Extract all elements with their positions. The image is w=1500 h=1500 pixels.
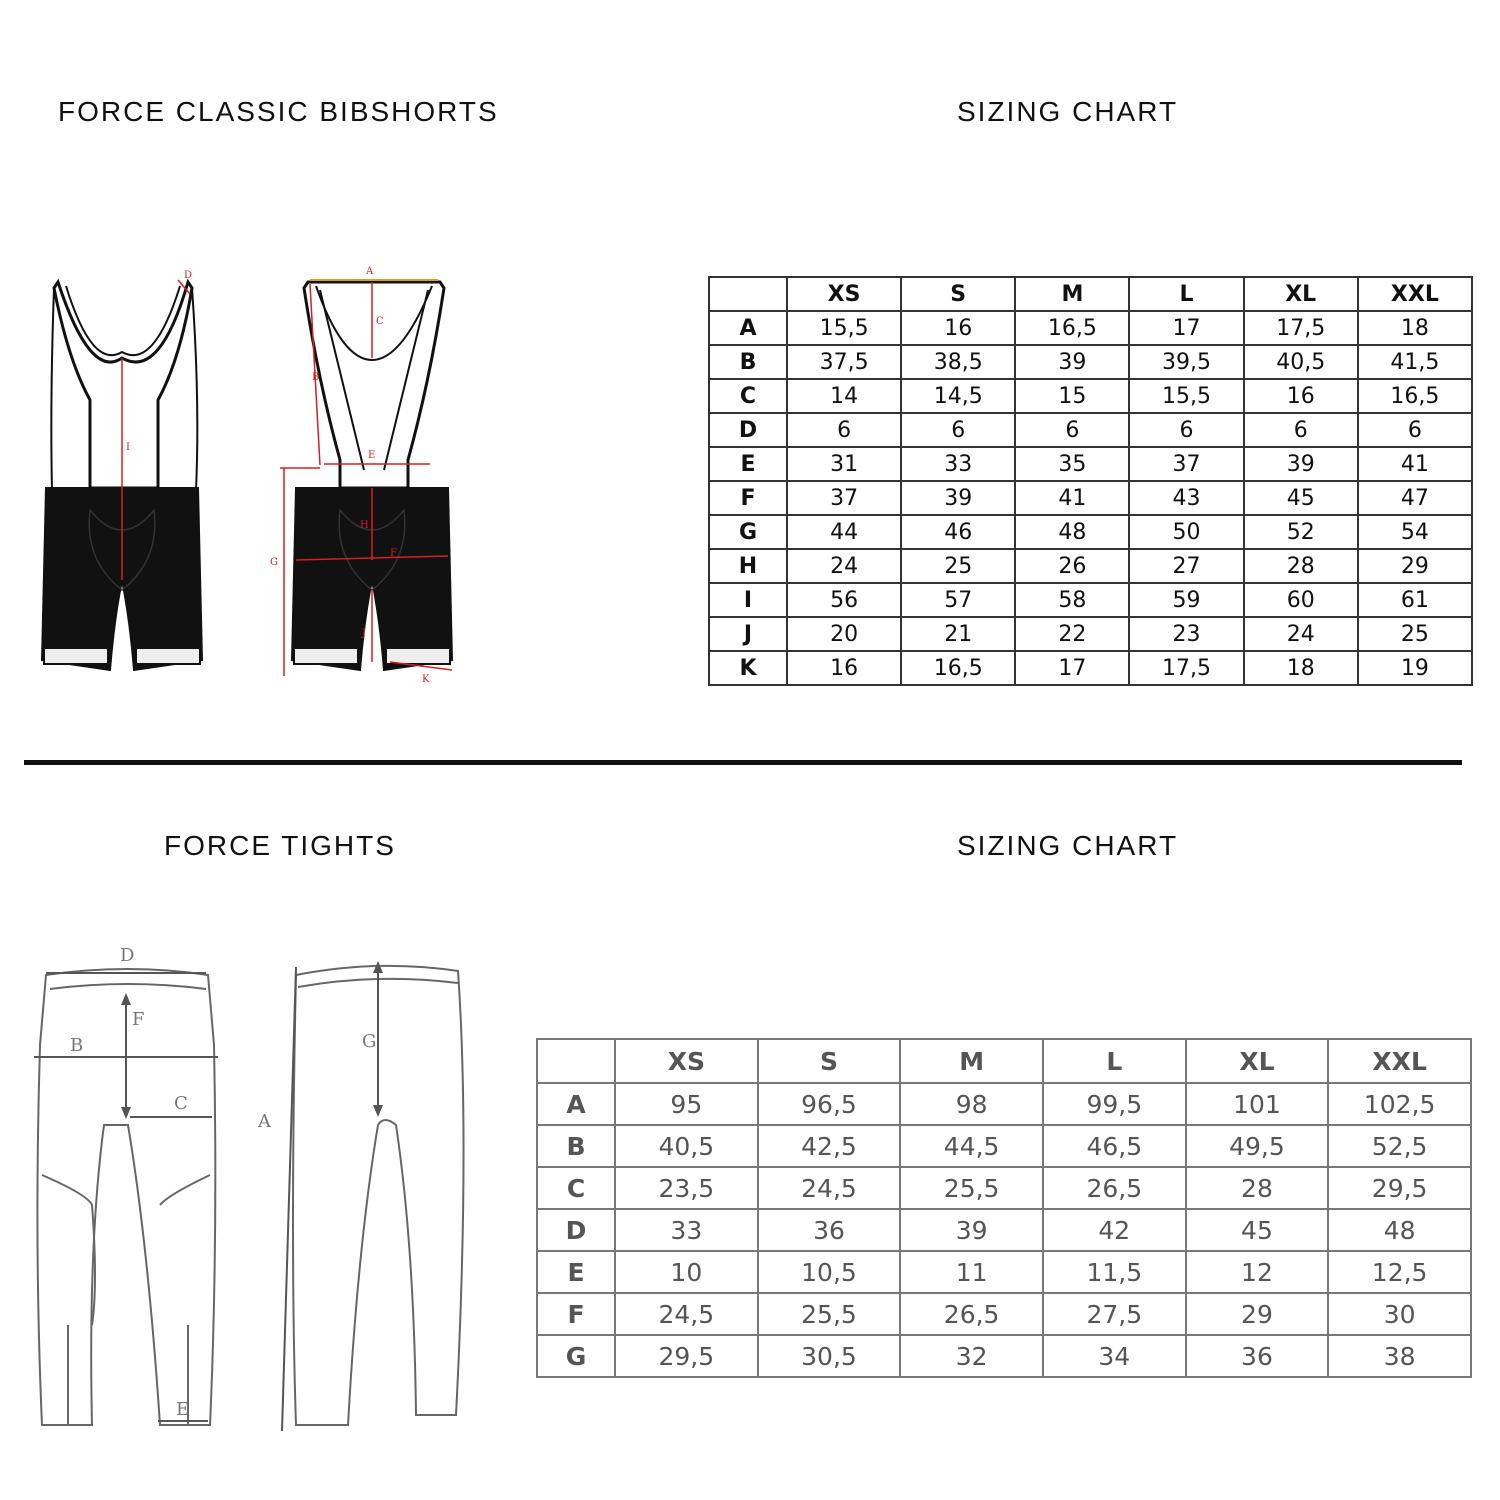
column-header: L — [1043, 1039, 1186, 1083]
size-cell: 33 — [615, 1209, 758, 1251]
size-cell: 15,5 — [787, 311, 901, 345]
column-header: XXL — [1358, 277, 1472, 311]
bibshorts-back-view — [270, 266, 452, 685]
diagram-label-tights-e: E — [176, 1399, 190, 1420]
bibshorts-chart-title: SIZING CHART — [957, 96, 1179, 127]
size-cell: 39 — [1015, 345, 1129, 379]
size-cell: 20 — [787, 617, 901, 651]
column-header: XS — [615, 1039, 758, 1083]
diagram-label-h: H — [360, 520, 369, 531]
table-row — [537, 1209, 1471, 1251]
size-cell: 41 — [1358, 447, 1472, 481]
size-cell: 37 — [1129, 447, 1243, 481]
size-cell: 37 — [787, 481, 901, 515]
row-label: F — [709, 481, 787, 515]
size-cell: 31 — [787, 447, 901, 481]
size-cell: 102,5 — [1328, 1083, 1471, 1125]
size-cell: 52,5 — [1328, 1125, 1471, 1167]
size-cell: 33 — [901, 447, 1015, 481]
diagram-label-tights-b: B — [70, 1035, 84, 1056]
size-cell: 24 — [787, 549, 901, 583]
size-cell: 26 — [1015, 549, 1129, 583]
size-cell: 43 — [1129, 481, 1243, 515]
table-row — [709, 311, 1472, 345]
size-cell: 24 — [1244, 617, 1358, 651]
size-cell: 30,5 — [758, 1335, 901, 1377]
table-row — [709, 583, 1472, 617]
table-row — [709, 447, 1472, 481]
diagram-label-tights-g: G — [362, 1031, 377, 1052]
size-cell: 39 — [901, 481, 1015, 515]
diagram-label-k: K — [422, 674, 430, 685]
diagram-label-tights-a: A — [258, 1111, 271, 1132]
size-cell: 15,5 — [1129, 379, 1243, 413]
row-label: A — [709, 311, 787, 345]
row-label: C — [709, 379, 787, 413]
tights-sizing-table — [536, 1038, 1472, 1378]
size-cell: 28 — [1244, 549, 1358, 583]
size-cell: 38 — [1328, 1335, 1471, 1377]
size-cell: 23,5 — [615, 1167, 758, 1209]
size-cell: 24,5 — [758, 1167, 901, 1209]
size-cell: 26,5 — [1043, 1167, 1186, 1209]
size-cell: 60 — [1244, 583, 1358, 617]
size-cell: 26,5 — [900, 1293, 1043, 1335]
row-label: E — [709, 447, 787, 481]
diagram-label-g: G — [270, 557, 278, 568]
column-header: M — [1015, 277, 1129, 311]
tights-title: FORCE TIGHTS — [164, 830, 396, 861]
size-cell: 48 — [1328, 1209, 1471, 1251]
diagram-label-tights-c: C — [174, 1093, 188, 1114]
table-row — [709, 651, 1472, 685]
size-cell: 14 — [787, 379, 901, 413]
size-cell: 42 — [1043, 1209, 1186, 1251]
size-cell: 61 — [1358, 583, 1472, 617]
row-label: H — [709, 549, 787, 583]
diagram-label-tights-f: F — [132, 1009, 145, 1030]
column-header: XS — [787, 277, 901, 311]
size-cell: 46 — [901, 515, 1015, 549]
size-cell: 27,5 — [1043, 1293, 1186, 1335]
column-header: XL — [1244, 277, 1358, 311]
table-header-row — [709, 277, 1472, 311]
size-cell: 96,5 — [758, 1083, 901, 1125]
diagram-label-e: E — [368, 450, 376, 461]
diagram-label-b: B — [312, 372, 320, 383]
column-header: L — [1129, 277, 1243, 311]
size-cell: 28 — [1186, 1167, 1329, 1209]
size-cell: 45 — [1186, 1209, 1329, 1251]
size-cell: 45 — [1244, 481, 1358, 515]
size-cell: 16 — [901, 311, 1015, 345]
table-row — [537, 1083, 1471, 1125]
size-cell: 22 — [1015, 617, 1129, 651]
size-cell: 18 — [1358, 311, 1472, 345]
size-cell: 40,5 — [1244, 345, 1358, 379]
size-cell: 44 — [787, 515, 901, 549]
table-row — [709, 481, 1472, 515]
size-cell: 29 — [1186, 1293, 1329, 1335]
tights-front-view — [34, 969, 218, 1425]
size-cell: 16 — [1244, 379, 1358, 413]
size-cell: 41 — [1015, 481, 1129, 515]
size-cell: 42,5 — [758, 1125, 901, 1167]
size-cell: 11,5 — [1043, 1251, 1186, 1293]
size-cell: 6 — [787, 413, 901, 447]
table-row — [709, 515, 1472, 549]
size-cell: 6 — [1358, 413, 1472, 447]
row-label: J — [709, 617, 787, 651]
size-cell: 12,5 — [1328, 1251, 1471, 1293]
size-cell: 30 — [1328, 1293, 1471, 1335]
size-cell: 58 — [1015, 583, 1129, 617]
row-label: B — [537, 1125, 615, 1167]
size-cell: 12 — [1186, 1251, 1329, 1293]
tights-table-body — [537, 1083, 1471, 1377]
table-row — [709, 617, 1472, 651]
size-cell: 25 — [901, 549, 1015, 583]
table-row — [537, 1335, 1471, 1377]
size-cell: 40,5 — [615, 1125, 758, 1167]
table-row — [537, 1251, 1471, 1293]
size-cell: 52 — [1244, 515, 1358, 549]
column-header: XXL — [1328, 1039, 1471, 1083]
size-cell: 29,5 — [1328, 1167, 1471, 1209]
size-cell: 36 — [758, 1209, 901, 1251]
tights-chart-title: SIZING CHART — [957, 830, 1179, 861]
size-cell: 6 — [1129, 413, 1243, 447]
size-cell: 17,5 — [1129, 651, 1243, 685]
table-row — [709, 379, 1472, 413]
size-cell: 15 — [1015, 379, 1129, 413]
column-header: M — [900, 1039, 1043, 1083]
size-cell: 99,5 — [1043, 1083, 1186, 1125]
diagram-label-c: C — [376, 316, 384, 327]
size-cell: 10,5 — [758, 1251, 901, 1293]
bibshorts-sizing-table — [708, 276, 1473, 686]
tights-diagram — [28, 945, 473, 1440]
table-row — [537, 1293, 1471, 1335]
size-cell: 6 — [901, 413, 1015, 447]
bibshorts-front-view — [42, 270, 202, 670]
table-row — [709, 413, 1472, 447]
size-cell: 25 — [1358, 617, 1472, 651]
row-label: E — [537, 1251, 615, 1293]
table-header-row — [537, 1039, 1471, 1083]
diagram-label-f: F — [390, 548, 397, 559]
size-cell: 48 — [1015, 515, 1129, 549]
size-cell: 16,5 — [1015, 311, 1129, 345]
diagram-label-j: J — [362, 628, 367, 639]
table-row — [709, 345, 1472, 379]
size-cell: 36 — [1186, 1335, 1329, 1377]
row-label: G — [709, 515, 787, 549]
size-cell: 35 — [1015, 447, 1129, 481]
table-row — [537, 1167, 1471, 1209]
size-cell: 21 — [901, 617, 1015, 651]
corner-cell — [709, 277, 787, 311]
row-label: F — [537, 1293, 615, 1335]
size-cell: 54 — [1358, 515, 1472, 549]
size-cell: 39 — [900, 1209, 1043, 1251]
column-header: S — [758, 1039, 901, 1083]
size-cell: 29 — [1358, 549, 1472, 583]
bibshorts-table-body — [709, 311, 1472, 685]
diagram-label-tights-d: D — [120, 945, 135, 966]
column-header: XL — [1186, 1039, 1329, 1083]
size-cell: 46,5 — [1043, 1125, 1186, 1167]
row-label: A — [537, 1083, 615, 1125]
size-cell: 41,5 — [1358, 345, 1472, 379]
row-label: D — [709, 413, 787, 447]
size-cell: 37,5 — [787, 345, 901, 379]
size-cell: 39,5 — [1129, 345, 1243, 379]
bibshorts-diagram — [30, 260, 470, 690]
size-cell: 18 — [1244, 651, 1358, 685]
size-cell: 17 — [1015, 651, 1129, 685]
size-cell: 59 — [1129, 583, 1243, 617]
size-cell: 27 — [1129, 549, 1243, 583]
size-cell: 50 — [1129, 515, 1243, 549]
size-cell: 95 — [615, 1083, 758, 1125]
size-cell: 17 — [1129, 311, 1243, 345]
size-cell: 101 — [1186, 1083, 1329, 1125]
row-label: I — [709, 583, 787, 617]
size-cell: 16,5 — [901, 651, 1015, 685]
size-cell: 16,5 — [1358, 379, 1472, 413]
size-cell: 39 — [1244, 447, 1358, 481]
size-cell: 14,5 — [901, 379, 1015, 413]
size-cell: 38,5 — [901, 345, 1015, 379]
section-divider — [24, 760, 1462, 765]
size-cell: 44,5 — [900, 1125, 1043, 1167]
row-label: D — [537, 1209, 615, 1251]
size-cell: 16 — [787, 651, 901, 685]
size-cell: 19 — [1358, 651, 1472, 685]
size-cell: 57 — [901, 583, 1015, 617]
size-cell: 98 — [900, 1083, 1043, 1125]
bibshorts-title: FORCE CLASSIC BIBSHORTS — [58, 96, 499, 127]
size-cell: 47 — [1358, 481, 1472, 515]
table-row — [537, 1125, 1471, 1167]
size-cell: 32 — [900, 1335, 1043, 1377]
row-label: K — [709, 651, 787, 685]
size-cell: 25,5 — [758, 1293, 901, 1335]
column-header: S — [901, 277, 1015, 311]
diagram-label-i: I — [126, 442, 130, 453]
row-label: B — [709, 345, 787, 379]
diagram-label-a: A — [366, 266, 374, 277]
table-row — [709, 549, 1472, 583]
row-label: C — [537, 1167, 615, 1209]
size-cell: 6 — [1015, 413, 1129, 447]
size-cell: 25,5 — [900, 1167, 1043, 1209]
size-cell: 6 — [1244, 413, 1358, 447]
size-cell: 29,5 — [615, 1335, 758, 1377]
size-cell: 24,5 — [615, 1293, 758, 1335]
corner-cell — [537, 1039, 615, 1083]
size-cell: 23 — [1129, 617, 1243, 651]
size-cell: 56 — [787, 583, 901, 617]
size-cell: 34 — [1043, 1335, 1186, 1377]
size-cell: 49,5 — [1186, 1125, 1329, 1167]
diagram-label-d: D — [184, 270, 193, 281]
size-cell: 11 — [900, 1251, 1043, 1293]
size-cell: 17,5 — [1244, 311, 1358, 345]
size-cell: 10 — [615, 1251, 758, 1293]
row-label: G — [537, 1335, 615, 1377]
